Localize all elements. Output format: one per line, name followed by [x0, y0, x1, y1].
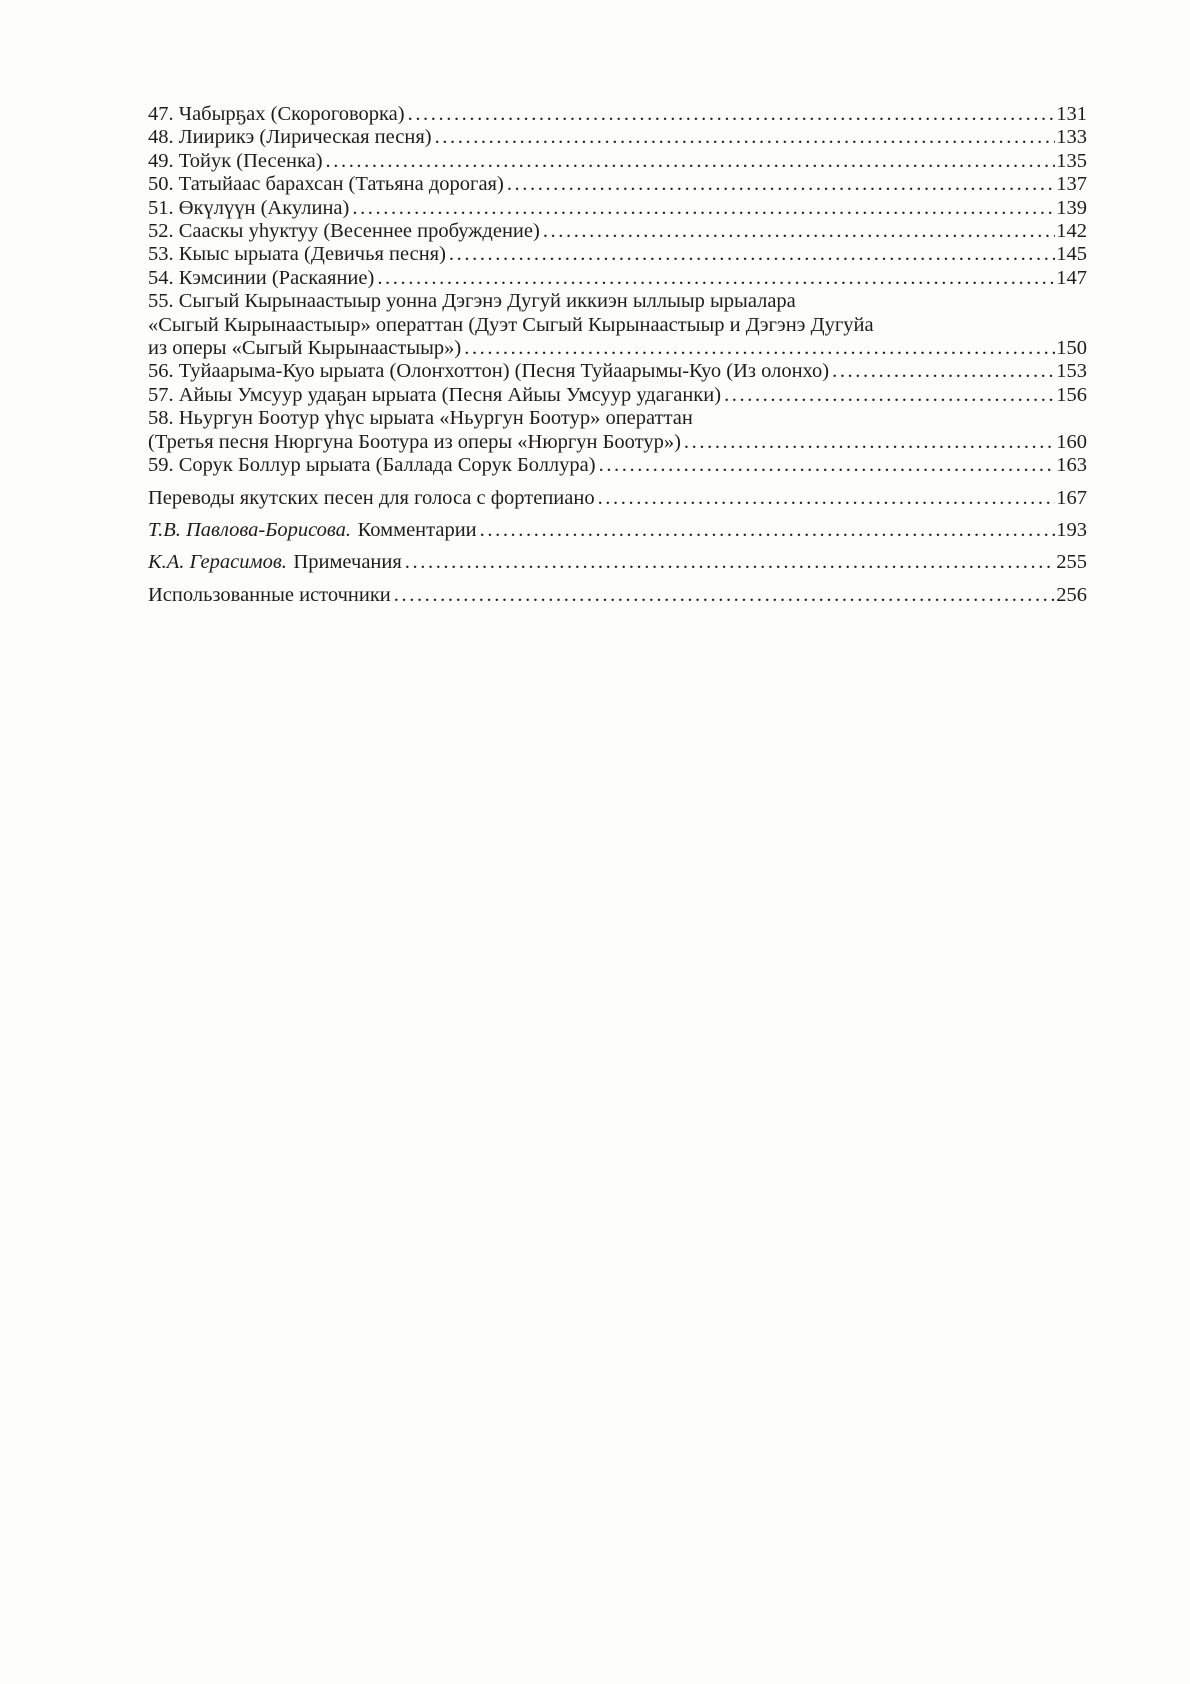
- dot-leader: [724, 384, 1055, 407]
- toc-entry-row: [148, 487, 1087, 510]
- toc-entry-page-number: 147: [1056, 266, 1087, 289]
- toc-entry-author: К.А. Герасимов.: [148, 551, 287, 574]
- toc-entry-page-number: 255: [1056, 551, 1087, 574]
- table-of-contents: [148, 103, 1087, 607]
- toc-entry-row: [148, 337, 1087, 360]
- toc-entry-row: [148, 519, 1087, 542]
- toc-entry: [148, 150, 1087, 173]
- toc-entry: [148, 103, 1087, 126]
- toc-entry-row: [148, 551, 1087, 574]
- toc-entry-page-number: 150: [1056, 337, 1087, 360]
- toc-entry-page-number: 139: [1056, 196, 1087, 219]
- toc-entry-title: 54. Кэмсинии (Раскаяние): [148, 266, 375, 289]
- toc-entry: [148, 551, 1087, 574]
- toc-entry-title: из оперы «Сыгый Кырынаастыыр»): [148, 337, 462, 360]
- toc-entry-row: [148, 584, 1087, 607]
- toc-entry-continuation-line: 58. Ньургун Боотур үһүс ырыата «Ньургун Боотур» операттан: [148, 407, 693, 430]
- dot-leader: [543, 220, 1055, 243]
- toc-entry-page-number: 156: [1056, 383, 1087, 406]
- toc-entry-row: [148, 454, 1087, 477]
- toc-entry-page-number: 167: [1056, 486, 1087, 509]
- toc-entry-row: [148, 150, 1087, 173]
- toc-entry-page-number: 256: [1056, 583, 1087, 606]
- dot-leader: [599, 454, 1056, 477]
- toc-entry: [148, 173, 1087, 196]
- toc-entry-row: [148, 197, 1087, 220]
- toc-entry-title: 56. Туйаарыма-Куо ырыата (Олоҥхоттон) (Песня Туйаарымы-Куо (Из олонхо): [148, 360, 830, 383]
- dot-leader: [405, 551, 1055, 574]
- toc-entry-page-number: 193: [1056, 518, 1087, 541]
- toc-entry-title: 49. Тойук (Песенка): [148, 149, 323, 172]
- toc-entry-row: [148, 220, 1087, 243]
- toc-entry: [148, 220, 1087, 243]
- toc-entry: [148, 267, 1087, 290]
- dot-leader: [832, 360, 1055, 383]
- dot-leader: [352, 197, 1055, 220]
- toc-entry: [148, 360, 1087, 383]
- toc-entry-row: [148, 384, 1087, 407]
- toc-entry-title: 53. Кыыс ырыата (Девичья песня): [148, 243, 446, 266]
- toc-entry: [148, 126, 1087, 149]
- toc-entry-continuation-line: «Сыгый Кырынаастыыр» операттан (Дуэт Сыгый Кырынаастыыр и Дэгэнэ Дугуйа: [148, 313, 874, 336]
- toc-entry-title: Использованные источники: [148, 583, 391, 606]
- toc-entry: [148, 407, 1087, 454]
- toc-entry: [148, 243, 1087, 266]
- toc-entry-page-number: 135: [1056, 149, 1087, 172]
- dot-leader: [684, 431, 1055, 454]
- toc-entry-row: [148, 431, 1087, 454]
- toc-entry-page-number: 142: [1056, 220, 1087, 243]
- dot-leader: [394, 584, 1055, 607]
- toc-entry-author: Т.В. Павлова-Борисова.: [148, 518, 352, 541]
- toc-entry-title: (Третья песня Нюргуна Боотура из оперы «Нюргун Боотур»): [148, 430, 681, 453]
- toc-entry: [148, 197, 1087, 220]
- toc-entry-continuation-line: 55. Сыгый Кырынаастыыр уонна Дэгэнэ Дугуй иккиэн ыллыыр ырыалара: [148, 290, 796, 313]
- toc-entry-row: [148, 267, 1087, 290]
- toc-entry: [148, 487, 1087, 510]
- toc-entry-page-number: 160: [1056, 430, 1087, 453]
- toc-entry-row: [148, 173, 1087, 196]
- toc-entry-row: [148, 103, 1087, 126]
- toc-entry-title: 48. Лиирикэ (Лирическая песня): [148, 126, 432, 149]
- toc-entry: [148, 290, 1087, 360]
- toc-entry-page-number: 131: [1056, 103, 1087, 125]
- dot-leader: [464, 337, 1055, 360]
- toc-entry-page-number: 145: [1056, 243, 1087, 266]
- toc-entry-title: 47. Чабырҕах (Скороговорка): [148, 103, 405, 125]
- dot-leader: [507, 173, 1055, 196]
- toc-entry: [148, 454, 1087, 477]
- dot-leader: [598, 487, 1056, 510]
- dot-leader: [326, 150, 1056, 173]
- dot-leader: [480, 519, 1056, 542]
- toc-entry: [148, 584, 1087, 607]
- toc-entry-title: Примечания: [293, 551, 402, 574]
- dot-leader: [408, 103, 1056, 126]
- toc-entry-row: [148, 360, 1087, 383]
- toc-entry-page-number: 133: [1056, 126, 1087, 149]
- toc-entry-row: [148, 126, 1087, 149]
- dot-leader: [435, 126, 1056, 149]
- toc-entry-title: 51. Өкүлүүн (Акулина): [148, 196, 350, 219]
- toc-entry-title: Комментарии: [357, 518, 477, 541]
- toc-entry-title: 59. Сорук Боллур ырыата (Баллада Сорук Боллура): [148, 454, 596, 477]
- toc-entry-page-number: 153: [1056, 360, 1087, 383]
- toc-entry-title: 57. Айыы Умсуур удаҕан ырыата (Песня Айыы Умсуур удаганки): [148, 383, 722, 406]
- toc-entry-page-number: 163: [1056, 454, 1087, 477]
- toc-entry: [148, 519, 1087, 542]
- toc-entry-page-number: 137: [1056, 173, 1087, 196]
- dot-leader: [377, 267, 1055, 290]
- toc-entry-title: Переводы якутских песен для голоса с фортепиано: [148, 486, 595, 509]
- toc-entry-row: [148, 243, 1087, 266]
- toc-entry-title: 52. Сааскы уһуктуу (Весеннее пробуждение): [148, 220, 540, 243]
- toc-entry: [148, 384, 1087, 407]
- toc-entry-title: 50. Татыйаас барахсан (Татьяна дорогая): [148, 173, 504, 196]
- dot-leader: [449, 243, 1055, 266]
